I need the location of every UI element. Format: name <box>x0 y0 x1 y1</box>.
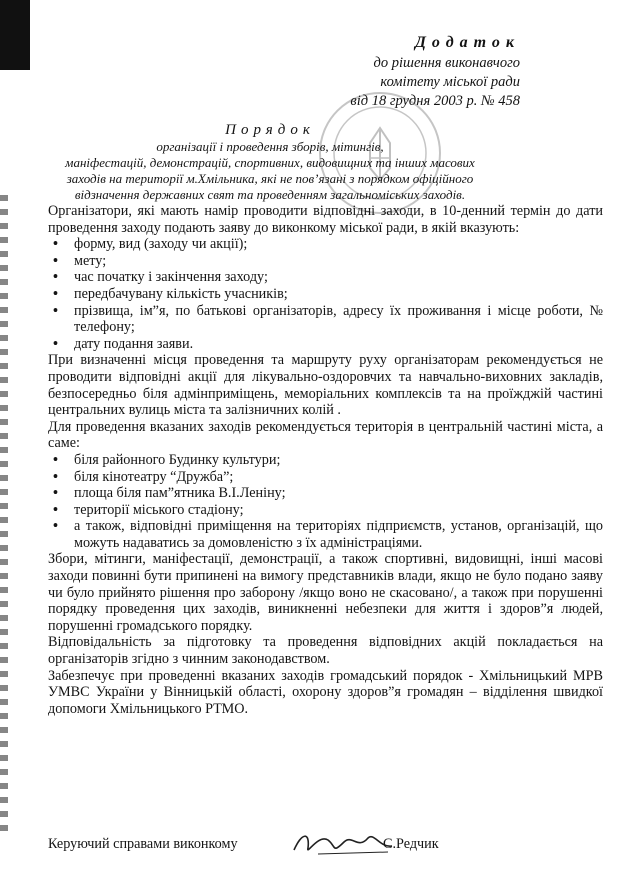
paragraph-termination: Збори, мітинги, маніфестації, демонстрації, а також спортивні, видовищні, інші масові заходи повинні бути припинені на вимогу представників влади, якщо не було подано заяву чи було прийнято рішення про заборону /якщо воно не скасовано/, а також при порушенні порядку проведення цих заходів, виникненні небезпеки для життя і здоров”я людей, порушенні громадського порядку. <box>48 551 603 634</box>
order-subtitle-1: організації і проведення зборів, мітингів, <box>156 139 384 154</box>
order-subtitle-3: заходів на території м.Хмільника, які не пов’язані з порядком офіційного <box>66 171 474 186</box>
list-item: • передбачувану кількість учасників; <box>48 286 603 303</box>
scan-edge-mark <box>0 0 30 70</box>
list-item: • території міського стадіону; <box>48 502 603 519</box>
order-title: Порядок <box>225 122 315 138</box>
scan-margin-noise <box>0 195 8 835</box>
list-item: • а також, відповідні приміщення на територіях підприємств, установ, організацій, що можуть надаватись за домовленістю з їх адміністраціями. <box>48 518 603 551</box>
order-subtitle-4: відзначення державних свят та проведенням загальноміських заходів. <box>74 187 466 202</box>
list-item: • форму, вид (заходу чи акції); <box>48 236 603 253</box>
paragraph-responsibility: Відповідальність за підготовку та проведення відповідних акцій покладається на організаторів згідно з чинним законодавством. <box>48 634 603 668</box>
signatory-name: С.Редчик <box>383 836 439 852</box>
list-item: • біля районного Будинку культури; <box>48 452 603 469</box>
territory-list <box>48 452 603 552</box>
paragraph-location: При визначенні місця проведення та маршруту руху організаторам рекомендується не проводити відповідні акції для лікувально-оздоровчих та навчально-виховних закладів, безпосередньо біля адмінприміщень, меморіальних комплексів та на проїжджій частині центральних вулиць міста та залізничних колій . <box>48 352 603 419</box>
list-item: • дату подання заяви. <box>48 336 603 353</box>
order-subtitle-2: маніфестацій, демонстрацій, спортивних, видовищних та інших масових <box>65 155 475 170</box>
appendix-line-2: комітету міської ради <box>380 74 520 90</box>
signature-block <box>48 832 608 862</box>
list-item: • час початку і закінчення заходу; <box>48 269 603 286</box>
appendix-line-1: до рішення виконавчого <box>373 55 520 71</box>
document-body <box>48 203 603 717</box>
signatory-title: Керуючий справами виконкому <box>48 836 238 852</box>
application-requirements-list <box>48 236 603 352</box>
appendix-line-3: від 18 грудня 2003 р. № 458 <box>350 93 520 109</box>
list-item: • прізвища, ім”я, по батькові організаторів, адресу їх проживання і місце роботи, № телефону; <box>48 303 603 336</box>
list-item: • площа біля пам”ятника В.І.Леніну; <box>48 485 603 502</box>
paragraph-territory: Для проведення вказаних заходів рекомендується територія в центральній частині міста, а саме: <box>48 418 603 452</box>
list-item: • біля кінотеатру “Дружба”; <box>48 469 603 486</box>
appendix-title: Додаток <box>415 34 520 51</box>
paragraph-public-order: Забезпечує при проведенні вказаних заходів громадський порядок - Хмільницький МРВ УМВС України у Вінницькій області, охорону здоров”я громадян – відділення швидкої допомоги Хмільницького РТМО. <box>48 667 603 717</box>
list-item: • мету; <box>48 253 603 270</box>
handwritten-signature-icon <box>288 826 398 860</box>
order-heading <box>10 122 530 203</box>
paragraph-organizers: Організатори, які мають намір проводити відповідні заходи, в 10-денний термін до дати проведення заходу подають заяву до виконкому міської ради, в якій вказують: <box>48 203 603 236</box>
